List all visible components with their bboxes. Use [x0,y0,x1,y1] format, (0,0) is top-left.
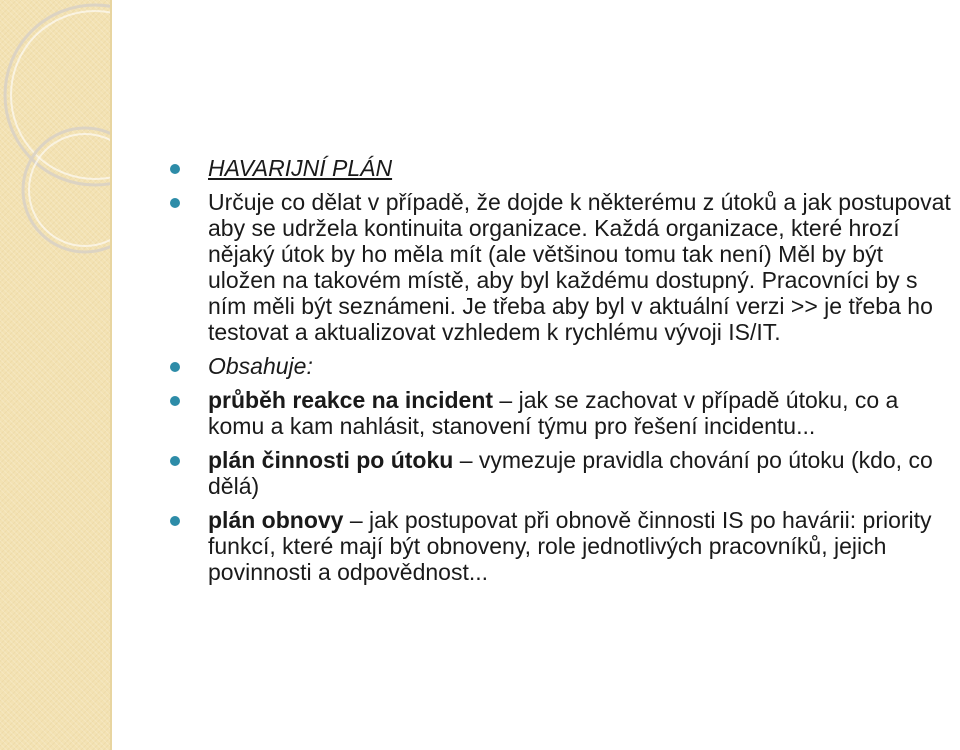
term-recovery-plan: plán obnovy [208,507,344,533]
bullet-icon [170,396,180,406]
decorative-side-strip [0,0,110,750]
term-post-attack-plan: plán činnosti po útoku [208,447,454,473]
list-item-recovery-plan [170,507,955,585]
decorative-rings [0,0,110,750]
list-item-contains-label [170,353,955,379]
list-item-heading [170,155,955,181]
slide-content [170,155,955,593]
list-item-incident-response [170,387,955,439]
bullet-icon [170,516,180,526]
term-incident-response: průběh reakce na incident [208,387,494,413]
bullet-icon [170,456,180,466]
bullet-icon [170,164,180,174]
description-text: Určuje co dělat v případě, že dojde k některému z útoků a jak postupovat aby se udržela kontinuita organizace. Každá organizace, které hrozí nějaký útok by ho měla mít (ale většinou tomu tak není) Měl by být uložen na takovém místě, aby byl každému dostupný. Pracovníci by s ním měli být seznámeni. Je třeba aby byl v aktuální verzi >> je třeba ho testovat a aktualizovat vzhledem k rychlému vývoji IS/IT. [208,189,951,345]
strip-edge-divider [110,0,112,750]
contains-label: Obsahuje: [208,353,313,379]
desc-post-attack-plan: – vymezuje pravidla chování po útoku (kdo, co dělá) [208,447,933,499]
desc-recovery-plan: – jak postupovat při obnově činnosti IS po havárii: priority funkcí, které mají být obnoveny, role jednotlivých pracovníků, jejich povinnosti a odpovědnost... [208,507,932,585]
desc-incident-response: – jak se zachovat v případě útoku, co a komu a kam nahlásit, stanovení týmu pro řešení incidentu... [208,387,899,439]
bullet-icon [170,362,180,372]
list-item-post-attack-plan [170,447,955,499]
list-item-description [170,189,955,345]
bullet-icon [170,198,180,208]
slide-heading: HAVARIJNÍ PLÁN [208,155,393,181]
